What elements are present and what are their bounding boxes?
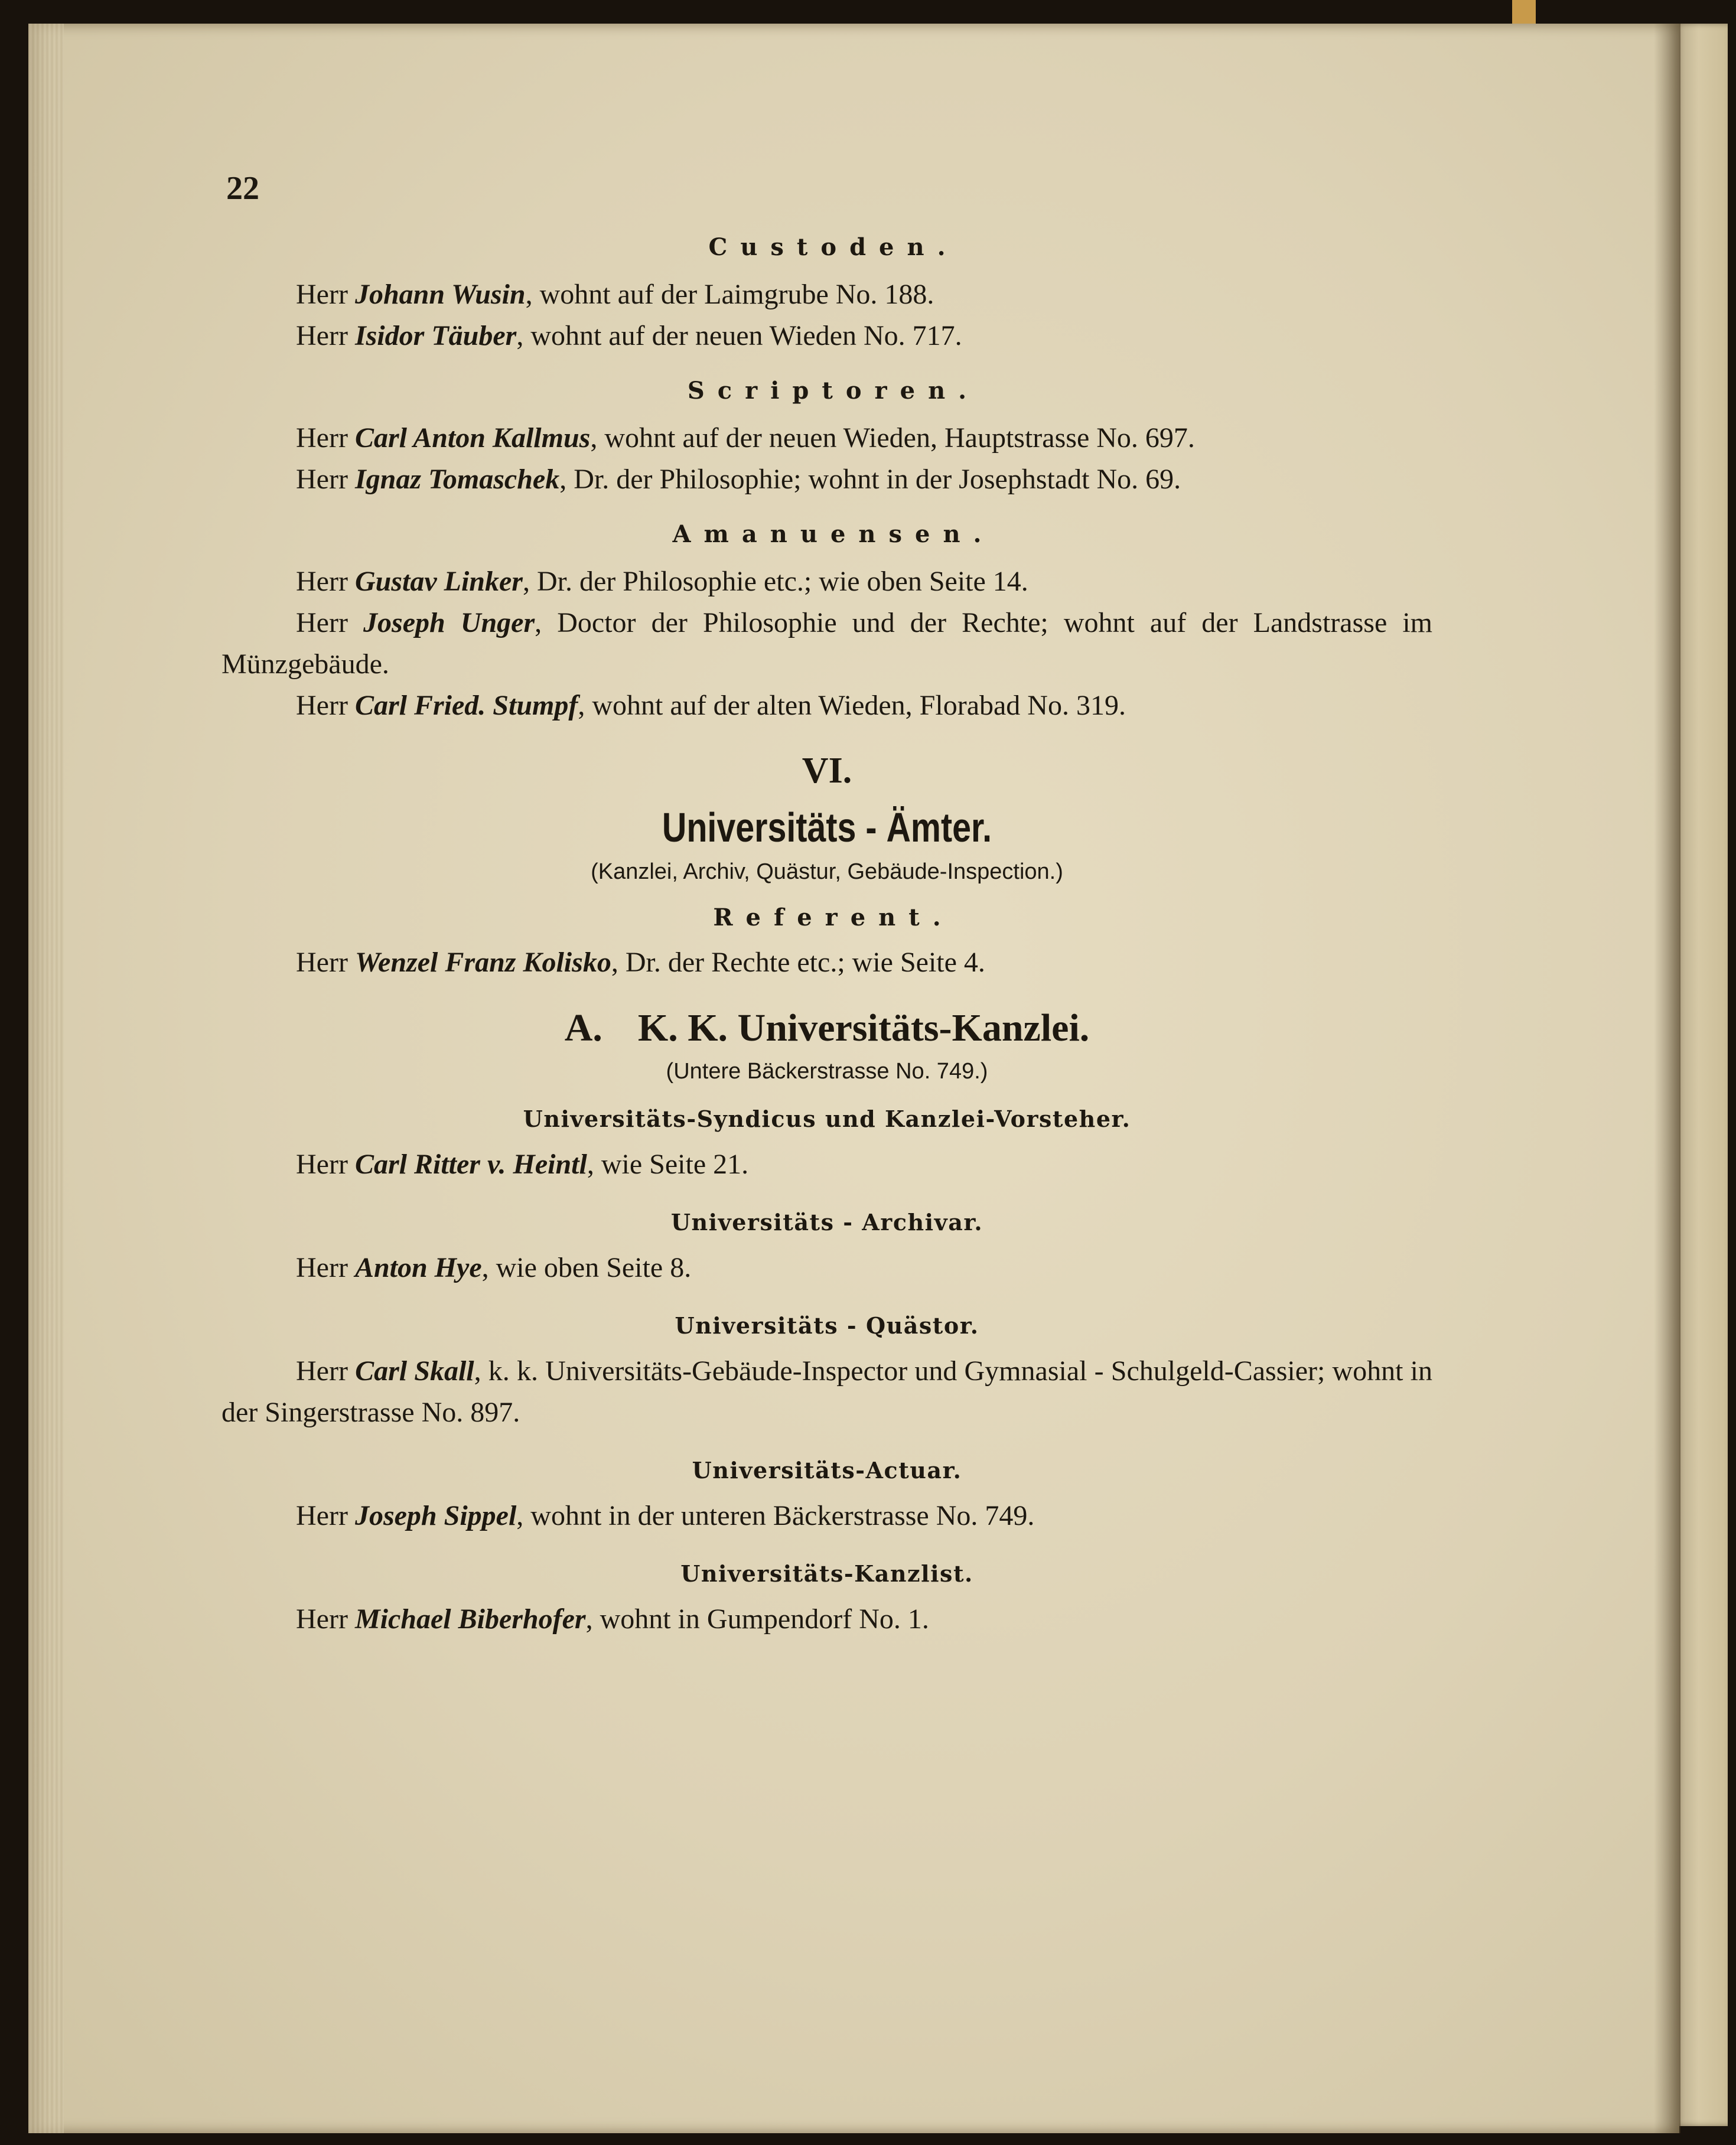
section-subtitle: (Kanzlei, Archiv, Quästur, Gebäude-Inspection.) (591, 859, 1063, 884)
page-text (222, 159, 1432, 1640)
heading-quaestor: Universitäts - Quästor. (675, 1312, 979, 1339)
entry-text: , Doctor der Philosophie und der Rechte; wohnt auf der Landstrasse im Münzgebäude. (222, 607, 1433, 680)
person-name: Michael Biberhofer (354, 1603, 586, 1635)
entry-referent-1 (222, 942, 1432, 983)
heading-amanuensen: Amanuensen. (672, 520, 995, 548)
heading-scriptoren: Scriptoren. (687, 377, 980, 405)
page-gutter-shadow (1654, 24, 1680, 2133)
heading-syndicus: Universitäts-Syndicus und Kanzlei-Vorsteher. (523, 1106, 1131, 1132)
person-name: Gustav Linker (354, 566, 523, 597)
entry-scriptoren-2 (222, 459, 1432, 500)
entry-title: Herr (296, 947, 348, 978)
entry-quaestor-1 (222, 1351, 1432, 1433)
next-page-edge (1675, 24, 1728, 2126)
entry-title: Herr (296, 422, 348, 454)
entry-title: Herr (296, 320, 348, 351)
entry-amanuensen-3 (222, 685, 1432, 726)
kanzlei-prefix: A. (564, 1006, 602, 1049)
entry-text: , wie oben Seite 8. (481, 1252, 692, 1283)
entry-custoden-1 (222, 274, 1432, 315)
entry-title: Herr (296, 1355, 348, 1387)
heading-custoden: Custoden. (708, 233, 959, 261)
entry-text: , wohnt auf der alten Wieden, Florabad No. 319. (578, 690, 1126, 721)
entry-text: , wohnt in der unteren Bäckerstrasse No. 749. (516, 1500, 1035, 1531)
stacked-page-edges (28, 24, 64, 2133)
entry-title: Herr (296, 1500, 348, 1531)
person-name: Johann Wusin (354, 279, 526, 310)
entry-text: , wie Seite 21. (587, 1149, 749, 1180)
kanzlei-title (222, 1006, 1432, 1051)
entry-title: Herr (296, 566, 348, 597)
entry-title: Herr (296, 464, 348, 495)
person-name: Carl Skall (355, 1355, 474, 1387)
entry-text: , Dr. der Philosophie etc.; wie oben Seite 14. (522, 566, 1028, 597)
person-name: Anton Hye (354, 1252, 482, 1283)
person-name: Joseph Unger (363, 607, 535, 638)
entry-text: , wohnt auf der neuen Wieden, Hauptstrasse No. 697. (590, 422, 1195, 454)
entry-kanzlist-1 (222, 1599, 1432, 1640)
entry-title: Herr (296, 690, 348, 721)
entry-text: , wohnt in Gumpendorf No. 1. (585, 1603, 929, 1635)
entry-archivar-1 (222, 1247, 1432, 1289)
entry-text: , k. k. Universitäts-Gebäude-Inspector und Gymnasial - Schulgeld-Cassier; wohnt in der Singerstrasse No. 897. (222, 1355, 1433, 1428)
entry-custoden-2 (222, 315, 1432, 357)
kanzlei-name: K. K. Universitäts-Kanzlei. (637, 1006, 1090, 1049)
entry-actuar-1 (222, 1495, 1432, 1537)
entry-text: , wohnt auf der neuen Wieden No. 717. (516, 320, 962, 351)
entry-text: , Dr. der Philosophie; wohnt in der Josephstadt No. 69. (559, 464, 1181, 495)
person-name: Joseph Sippel (354, 1500, 517, 1531)
entry-amanuensen-2 (222, 602, 1432, 685)
entry-syndicus-1 (222, 1144, 1432, 1185)
person-name: Ignaz Tomaschek (354, 464, 560, 495)
entry-title: Herr (296, 1603, 348, 1635)
person-name: Carl Anton Kallmus (354, 422, 591, 454)
heading-referent: Referent. (713, 904, 954, 931)
entry-title: Herr (296, 1149, 348, 1180)
heading-actuar: Universitäts-Actuar. (692, 1457, 962, 1484)
person-name: Carl Fried. Stumpf (354, 690, 578, 721)
entry-scriptoren-1 (222, 418, 1432, 459)
section-numeral: VI. (802, 751, 852, 791)
kanzlei-address: (Untere Bäckerstrasse No. 749.) (666, 1059, 988, 1084)
entry-title: Herr (296, 279, 348, 310)
entry-text: , Dr. der Rechte etc.; wie Seite 4. (611, 947, 985, 978)
person-name: Carl Ritter v. Heintl (354, 1149, 587, 1180)
entry-title: Herr (296, 1252, 348, 1283)
entry-amanuensen-1 (222, 561, 1432, 602)
entry-text: , wohnt auf der Laimgrube No. 188. (525, 279, 934, 310)
entry-title: Herr (296, 607, 348, 638)
heading-archivar: Universitäts - Archivar. (670, 1209, 983, 1236)
section-title: Universitäts - Ämter. (662, 804, 992, 850)
page-number: 22 (226, 170, 259, 207)
heading-kanzlist: Universitäts-Kanzlist. (680, 1560, 973, 1587)
person-name: Isidor Täuber (354, 320, 517, 351)
person-name: Wenzel Franz Kolisko (354, 947, 611, 978)
